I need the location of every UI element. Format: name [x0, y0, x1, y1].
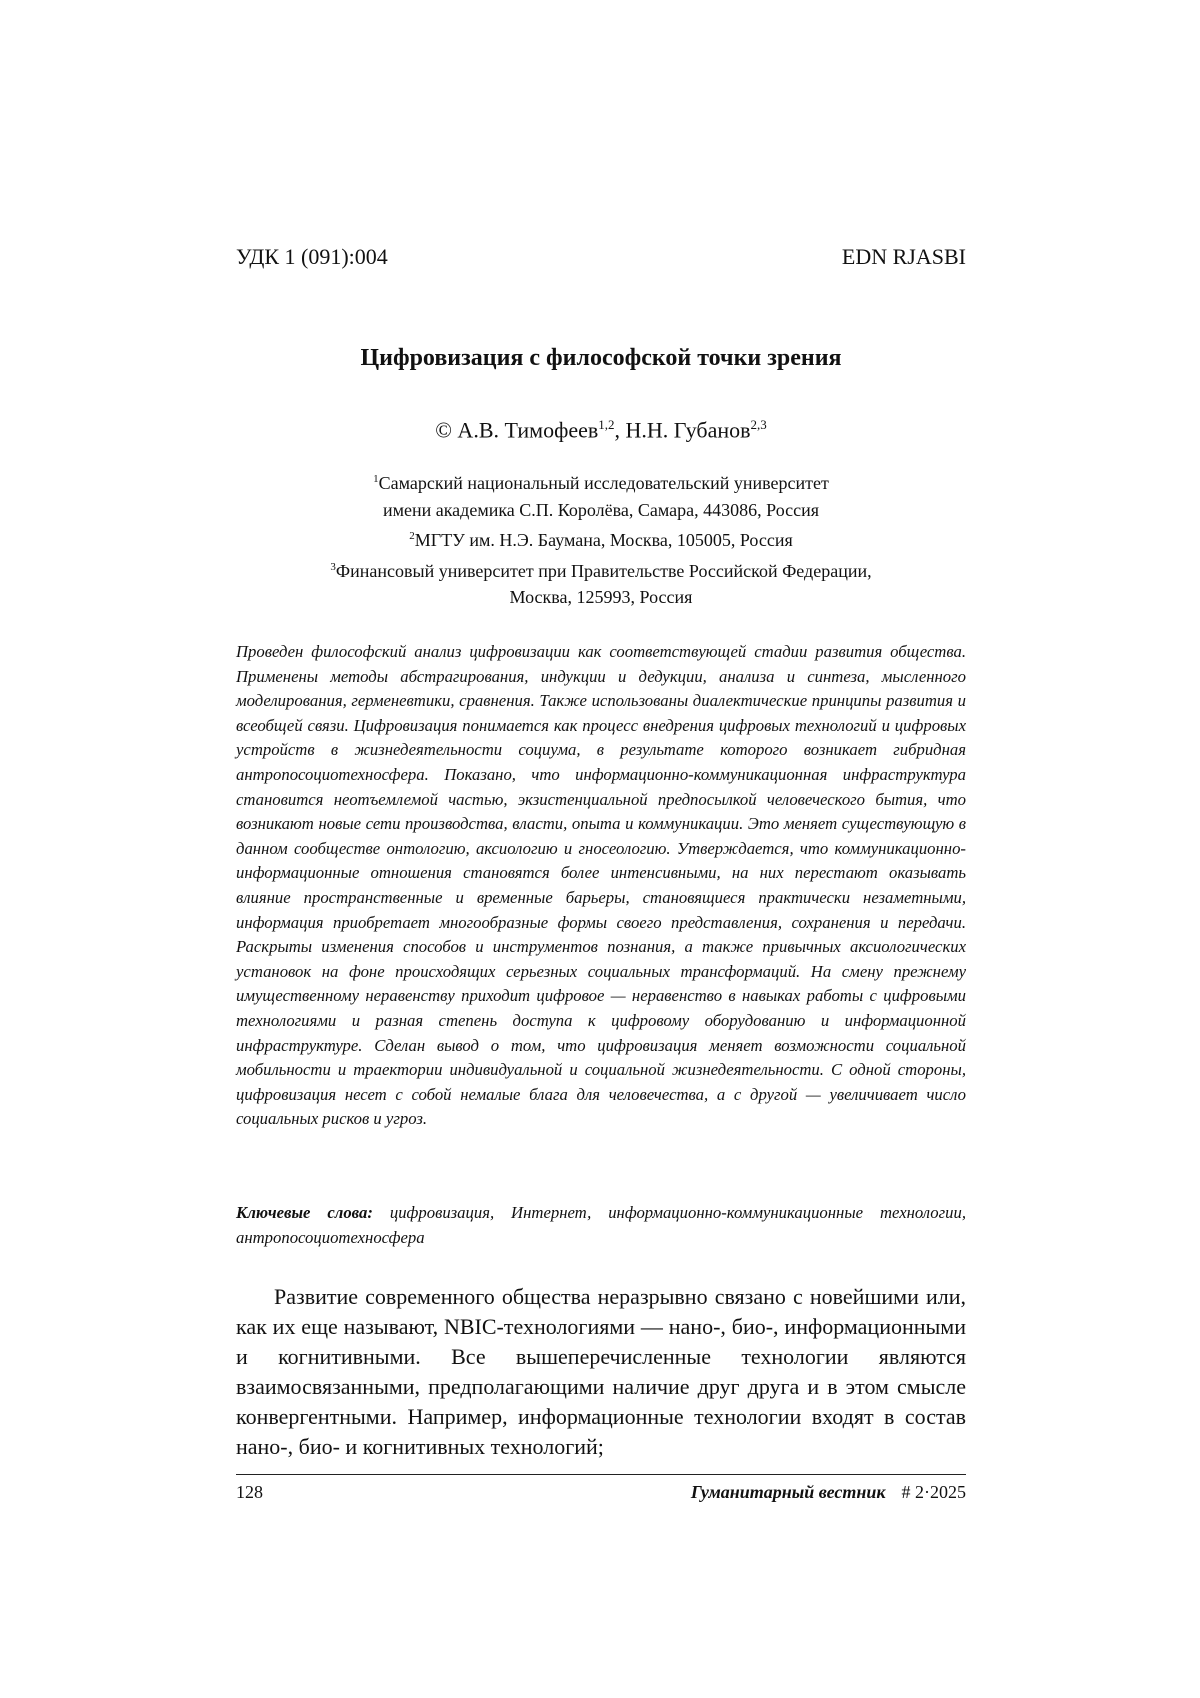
affiliation-3-line-2: Москва, 125993, Россия: [509, 587, 693, 607]
body-paragraph: Развитие современного общества неразрывно связано с новейшими или, как их еще называют, NBIC-технологиями — нано-, био-, информационными и когнитивными. Все вышеперечисленные технологии являются взаимосвязанными, предполагающими наличие друг друга и в этом смысле конвергентными. Например, информационные технологии входят в состав нано-, био- и когнитивных технологий;: [236, 1284, 966, 1459]
author-1-affiliation-marks: 1,2: [598, 417, 615, 432]
author-line: [236, 417, 966, 443]
affiliation-3-line-1: $^3$Финансовый университет при Правительстве Российской Федерации,: [330, 560, 872, 581]
keywords: [236, 1200, 966, 1250]
affiliation-1-mark: 1: [373, 473, 379, 485]
edn-code: EDN RJASBI: [841, 244, 966, 269]
affiliation-2-line-1: $^2$МГТУ им. Н.Э. Баумана, Москва, 105005, Россия: [409, 530, 793, 550]
udk-code: УДК 1 (091):004: [236, 244, 388, 269]
keywords-text: цифровизация, Интернет, информационно-коммуникационные технологии, антропосоциотехносфера: [236, 1203, 967, 1247]
affiliation-2-mark: 2: [409, 530, 415, 542]
journal-issue: # 2·2025: [901, 1482, 966, 1502]
author-2-affiliation-marks: 2,3: [750, 417, 767, 432]
article-title: Цифровизация с философской точки зрения: [360, 345, 842, 371]
journal-name: Гуманитарный вестник: [690, 1482, 886, 1502]
keywords-label: Ключевые слова:: [236, 1203, 373, 1222]
affiliation-1-line-1: $^1$Самарский национальный исследовательский университет: [373, 473, 829, 493]
author-1: © А.В. Тимофеев: [435, 417, 599, 443]
article-meta-row: [236, 244, 966, 270]
author-2: , Н.Н. Губанов: [614, 417, 751, 443]
page-number: 128: [236, 1482, 263, 1502]
journal-info: [691, 1482, 966, 1503]
article-page: [236, 0, 966, 1698]
affiliations: [236, 466, 966, 611]
page-footer: [236, 1482, 966, 1503]
abstract: Проведен философский анализ цифровизации как соответствующей стадии развития общества. Применены методы абстрагирования, индукции и дедукции, анализа и синтеза, мысленного моделирования, герменевтики, сравнения. Также использованы диалектические принципы развития и всеобщей связи. Цифровизация понимается как процесс внедрения цифровых технологий и цифровых устройств в жизнедеятельности социума, в результате которого возникает гибридная антропосоциотехносфера. Показано, что информационно-коммуникационная инфраструктура становится неотъемлемой частью, экзистенциальной предпосылкой человеческого бытия, что возникают новые сети производства, власти, опыта и коммуникации. Это меняет существующую в данном сообществе онтологию, аксиологию и гносеологию. Утверждается, что коммуникационно-информационные отношения становятся более интенсивными, на них перестают оказывать влияние пространственные и временные барьеры, становящиеся практически незаметными, информация приобретает многообразные формы своего представления, сохранения и передачи. Раскрыты изменения способов и инструментов познания, а также привычных аксиологических установок на фоне происходящих серьезных социальных трансформаций. На смену прежнему имущественному неравенству приходит цифровое — неравенство в навыках работы с цифровыми технологиями и разная степень доступа к цифровому оборудованию и информационной инфраструктуре. Сделан вывод о том, что цифровизация меняет возможности социальной мобильности и траектории индивидуальной и социальной жизнедеятельности. С одной стороны, цифровизация несет с собой немалые блага для человечества, а с другой — увеличивает число социальных рисков и угроз.: [236, 642, 966, 1129]
affiliation-1-line-2: имени академика С.П. Королёва, Самара, 443086, Россия: [382, 499, 820, 520]
footer-rule: [236, 1474, 966, 1475]
affiliation-3-mark: 3: [330, 560, 336, 573]
